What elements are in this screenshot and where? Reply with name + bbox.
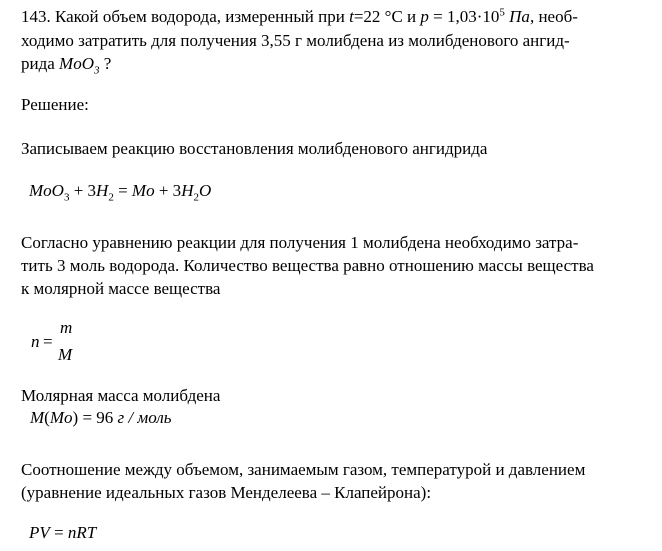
t-variable: t xyxy=(349,7,354,26)
problem-line-2: ходимо затратить для получения 3,55 г молибдена из молибденового ангид- xyxy=(21,31,570,50)
p-equals: = 1,03·10 xyxy=(428,7,500,26)
paragraph-stoichiometry-1: Согласно уравнению реакции для получения 1 молибдена необходимо затра- xyxy=(21,233,579,252)
p-exponent: 5 xyxy=(499,6,505,19)
problem-text: Какой объем водорода, измеренный при xyxy=(55,7,345,26)
solution-label: Решение: xyxy=(21,95,89,114)
problem-number: 143. xyxy=(21,7,51,26)
t-value: =22 °C и xyxy=(353,7,417,26)
problem-text-end: , необ- xyxy=(529,7,578,26)
paragraph-ideal-gas-2: (уравнение идеальных газов Менделеева – Клапейрона): xyxy=(21,483,432,502)
paragraph-molar-mass: Молярная масса молибдена xyxy=(21,386,221,405)
paragraph-stoichiometry-2: тить 3 моль водорода. Количество вещества равно отношению массы вещества xyxy=(21,256,594,275)
problem-line-3-start: рида xyxy=(21,54,60,73)
p-unit: Па xyxy=(509,7,530,26)
problem-line-1 xyxy=(21,7,578,27)
paragraph-stoichiometry-3: к молярной массе вещества xyxy=(21,279,221,298)
formula-moo3: MoO$_3$ xyxy=(59,54,100,77)
paragraph-reaction: Записываем реакцию восстановления молибденового ангидрида xyxy=(21,139,488,158)
reaction-equation: $MoO_3 + 3H_2 = Mo + 3H_2O$ xyxy=(29,181,212,204)
p-variable: p xyxy=(420,7,429,26)
equals-sign: = xyxy=(43,332,53,351)
fraction-numerator: m xyxy=(60,318,73,337)
problem-line-3-end: ? xyxy=(99,54,112,73)
paragraph-ideal-gas-1: Соотношение между объемом, занимаемым газом, температурой и давлением xyxy=(21,460,586,479)
fraction-denominator: M xyxy=(58,345,73,364)
ideal-gas-equation: PV = nRT xyxy=(29,523,97,542)
molar-mass-equation: M(Mo) = 96 г / моль xyxy=(30,408,172,427)
n-variable: n xyxy=(31,332,40,351)
problem-line-3 xyxy=(21,54,112,77)
